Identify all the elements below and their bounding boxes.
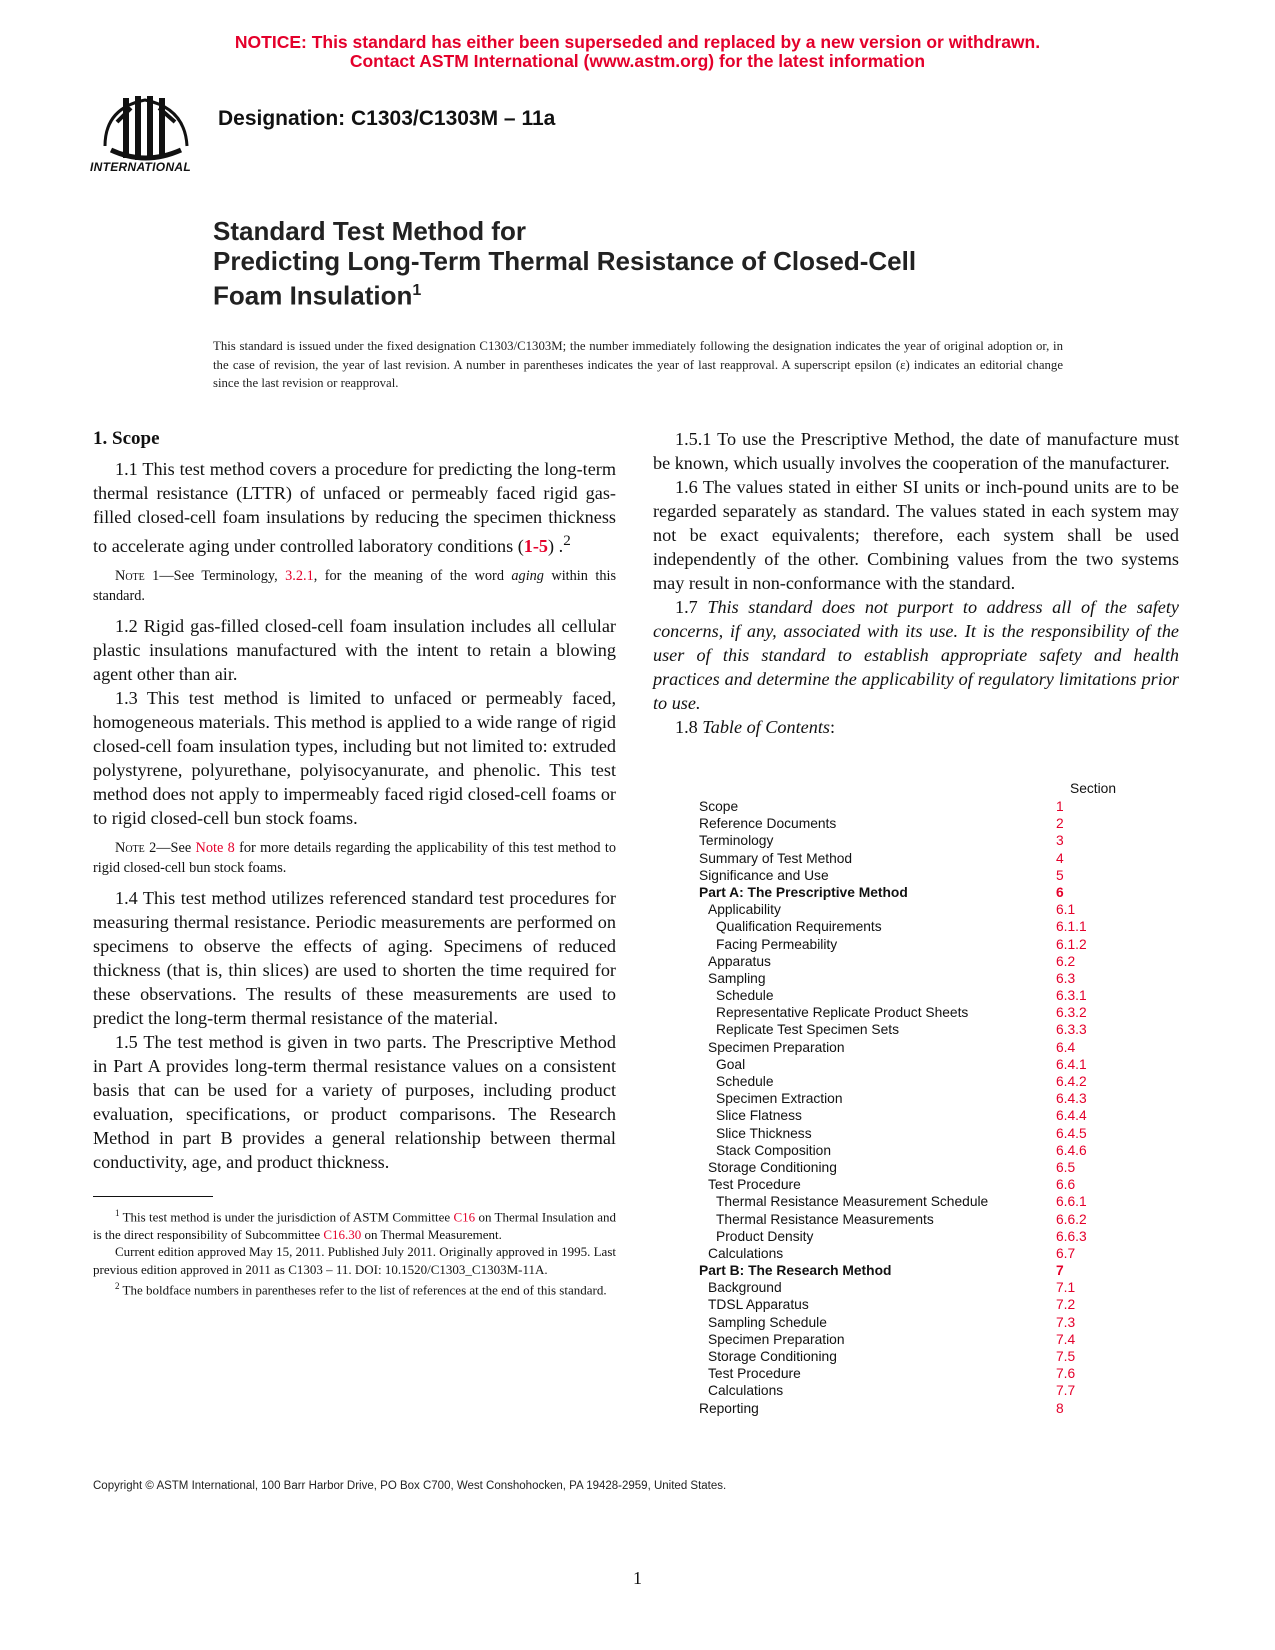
- title-line-1: Standard Test Method for: [213, 216, 526, 246]
- toc-row[interactable]: [699, 884, 1129, 901]
- toc-section-link[interactable]: 7.7: [1056, 1383, 1076, 1399]
- toc-row[interactable]: [699, 1039, 1129, 1056]
- toc-label: Facing Permeability: [716, 936, 838, 952]
- toc-row[interactable]: [699, 1176, 1129, 1193]
- footnote-1-text-a: This test method is under the jurisdiction of ASTM Committee: [119, 1209, 454, 1225]
- toc-section-link[interactable]: 6.6.1: [1056, 1194, 1087, 1210]
- toc-row[interactable]: [699, 1090, 1129, 1107]
- toc-label: Part B: The Research Method: [699, 1263, 892, 1279]
- toc-section-link[interactable]: 6: [1056, 884, 1064, 900]
- toc-row[interactable]: [699, 1125, 1129, 1142]
- note-1-word: aging: [511, 568, 544, 585]
- link-note-8[interactable]: Note 8: [195, 840, 235, 857]
- toc-row[interactable]: [699, 850, 1129, 867]
- toc-label: Storage Conditioning: [708, 1349, 837, 1364]
- toc-label: Test Procedure: [708, 1366, 801, 1382]
- toc-label: Applicability: [708, 902, 781, 918]
- footnote-1: [93, 1205, 616, 1243]
- footnote-1-text-b: on Thermal Insulation and is the direct responsibility of Subcommittee: [93, 1209, 616, 1242]
- footnote-current-edition: Current edition approved May 15, 2011. Published July 2011. Originally approved in 1995. Last previous edition approved in 2011 as C1303 – 11. DOI: 10.1520/C1303_C1303M-11A.: [93, 1244, 616, 1277]
- note-2-text-b: for more details regarding the applicability of this test method to rigid closed-cell bun stock foams.: [93, 840, 616, 877]
- toc-row[interactable]: [699, 798, 1129, 815]
- title-line-2: Predicting Long-Term Thermal Resistance of Closed-Cell: [213, 246, 917, 276]
- toc-section-link[interactable]: 6.1.1: [1056, 919, 1087, 935]
- toc-section-link[interactable]: 6.4.5: [1056, 1125, 1087, 1141]
- title-line-3: [213, 276, 916, 311]
- toc-label: Calculations: [708, 1245, 784, 1261]
- note-1-text-c: within this standard.: [93, 568, 617, 605]
- toc-label: Apparatus: [708, 953, 771, 969]
- para-1-8-number: 1.8: [675, 717, 703, 737]
- footnote-2-text: The boldface numbers in parentheses refer to the list of references at the end of this standard.: [119, 1282, 607, 1298]
- toc-section-link[interactable]: 7.6: [1056, 1366, 1076, 1382]
- toc-section-link[interactable]: 6.4.2: [1056, 1074, 1087, 1089]
- toc-section-header: Section: [1070, 781, 1117, 796]
- toc-label: Schedule: [716, 1074, 774, 1089]
- left-column: [93, 427, 616, 1299]
- toc-row[interactable]: [699, 1296, 1129, 1313]
- toc-label: Reference Documents: [699, 816, 837, 832]
- title-footnote-ref[interactable]: 1: [412, 282, 422, 299]
- toc-section-link[interactable]: 6.3.2: [1056, 1005, 1087, 1021]
- toc-label: Thermal Resistance Measurement Schedule: [716, 1194, 989, 1210]
- para-1-8: [653, 715, 1179, 739]
- toc-label: Stack Composition: [716, 1142, 832, 1158]
- para-1-4: 1.4 This test method utilizes referenced standard test procedures for measuring thermal resistance. Periodic measurements are performed on specimens to observe the effects of aging. Specimens of reduced thickness (that is, thin slices) are used to shorten the time required for these observations. The results of these measurements are used to predict the long-term thermal resistance of the material.: [93, 888, 616, 1029]
- astm-logo: [90, 88, 197, 188]
- para-1-8-end: :: [829, 717, 836, 737]
- toc-row[interactable]: [699, 901, 1129, 918]
- toc-section-link[interactable]: 6.3: [1056, 970, 1076, 986]
- toc-section-link[interactable]: 7: [1056, 1263, 1064, 1279]
- toc-section-link[interactable]: 8: [1056, 1400, 1064, 1416]
- toc-section-link[interactable]: 7.2: [1056, 1297, 1076, 1313]
- toc-label: Reporting: [699, 1400, 759, 1416]
- toc-section-link[interactable]: 6.4.6: [1056, 1142, 1087, 1158]
- toc-section-link[interactable]: 7.5: [1056, 1349, 1076, 1364]
- toc-section-link[interactable]: 6.7: [1056, 1245, 1076, 1261]
- toc-section-link[interactable]: 6.1.2: [1056, 936, 1087, 952]
- document-title: [213, 216, 916, 311]
- toc-section-link[interactable]: 5: [1056, 867, 1064, 883]
- supersede-notice: [0, 33, 1275, 71]
- toc-row[interactable]: [699, 867, 1129, 884]
- toc-section-link[interactable]: 6.3.1: [1056, 988, 1087, 1004]
- toc-section-link[interactable]: 7.4: [1056, 1331, 1076, 1347]
- toc-label: Scope: [699, 799, 739, 814]
- toc-label: Significance and Use: [699, 867, 829, 883]
- toc-section-link[interactable]: 6.2: [1056, 953, 1076, 969]
- toc-row[interactable]: [699, 1159, 1129, 1176]
- toc-row[interactable]: [699, 1400, 1129, 1417]
- toc-label: Test Procedure: [708, 1177, 801, 1193]
- para-1-5-1: 1.5.1 To use the Prescriptive Method, the date of manufacture must be known, which usually involves the cooperation of the manufacturer.: [653, 429, 1179, 473]
- toc-label: Thermal Resistance Measurements: [716, 1211, 934, 1227]
- title-line-3-text: Foam Insulation: [213, 280, 413, 311]
- note-1-text-a: 1—See Terminology,: [144, 568, 286, 585]
- footnote-1-marker: 1: [115, 1208, 120, 1219]
- para-1-6: 1.6 The values stated in either SI units or inch-pound units are to be regarded separately as standard. The values stated in each system may not be exact equivalents; therefore, each system shall be used independently of the other. Combining values from the two systems may result in non-conformance with the standard.: [653, 477, 1179, 593]
- issue-statement: This standard is issued under the fixed designation C1303/C1303M; the number immediately following the designation indicates the year of original adoption or, in the case of revision, the year of last revision. A number in parentheses indicates the year of last reapproval. A superscript epsilon (ε) indicates an editorial change since the last revision or reapproval.: [213, 339, 1063, 390]
- toc-section-link[interactable]: 6.6.2: [1056, 1211, 1087, 1227]
- toc-label: Schedule: [716, 988, 774, 1004]
- para-1-7-number: 1.7: [675, 597, 708, 617]
- toc-row[interactable]: [699, 1056, 1129, 1073]
- toc-label: Specimen Extraction: [716, 1091, 843, 1107]
- designation: Designation: C1303/C1303M – 11a: [218, 107, 556, 130]
- toc-label: Representative Replicate Product Sheets: [716, 1005, 969, 1021]
- toc-label: Slice Thickness: [716, 1125, 812, 1141]
- note-1-text-b: , for the meaning of the word: [313, 568, 512, 585]
- toc-label: Qualification Requirements: [716, 919, 882, 935]
- toc-label: Calculations: [708, 1383, 784, 1399]
- right-column: [653, 427, 1179, 739]
- toc-row[interactable]: [699, 936, 1129, 953]
- toc-row[interactable]: [699, 1365, 1129, 1382]
- toc-row[interactable]: [699, 1279, 1129, 1296]
- toc-row[interactable]: [699, 1245, 1129, 1262]
- para-1-5: 1.5 The test method is given in two parts. The Prescriptive Method in Part A provides long-term thermal resistance values on a consistent basis that can be used for a variety of purposes, including product evaluation, specifications, or product comparisons. The Research Method in part B provides a general relationship between thermal conductivity, age, and product thickness.: [93, 1032, 616, 1173]
- copyright-line: Copyright © ASTM International, 100 Barr Harbor Drive, PO Box C700, West Conshohocken, PA 19428-2959, United States.: [93, 1480, 727, 1492]
- note-2-text-a: 2—See: [144, 840, 196, 857]
- note-2-label: Note: [115, 840, 145, 857]
- note-1-label: Note: [115, 568, 145, 585]
- toc-label: Storage Conditioning: [708, 1159, 837, 1175]
- toc-label: Terminology: [699, 833, 774, 849]
- toc-section-link[interactable]: 6.4: [1056, 1039, 1076, 1055]
- toc-label: Sampling Schedule: [708, 1314, 827, 1330]
- toc-row[interactable]: [699, 1107, 1129, 1124]
- toc-label: Specimen Preparation: [708, 1039, 845, 1055]
- logo-international-text: INTERNATIONAL: [90, 160, 192, 174]
- toc-label: Specimen Preparation: [708, 1331, 845, 1347]
- toc-row[interactable]: [699, 815, 1129, 832]
- para-1-3: 1.3 This test method is limited to unfaced or permeably faced, homogeneous materials. This method is applied to a wide range of rigid closed-cell foam insulation types, including but not limited to: extruded polystyrene, polyurethane, polyisocyanurate, and phenolic. This test method does not apply to impermeably faced rigid closed-cell foams or to rigid closed-cell bun stock foams.: [93, 688, 616, 829]
- toc-label: Product Density: [716, 1228, 814, 1244]
- footnote-ref-2[interactable]: 2: [563, 532, 571, 549]
- reference-link-1-5[interactable]: 1-5: [523, 536, 549, 557]
- para-1-1: [93, 457, 616, 558]
- toc-section-link[interactable]: 6.3.3: [1056, 1022, 1087, 1038]
- toc-label: Slice Flatness: [716, 1108, 802, 1124]
- toc-section-link[interactable]: 7.1: [1056, 1280, 1076, 1296]
- para-1-1-text: 1.1 This test method covers a procedure for predicting the long-term thermal resistance (LTTR) of unfaced or permeably faced rigid gas-filled closed-cell foam insulations by reducing the specimen thickness to accelerate aging under controlled laboratory conditions (: [93, 459, 616, 557]
- toc-row[interactable]: [699, 1193, 1129, 1210]
- toc-section-link[interactable]: 6.4.1: [1056, 1056, 1087, 1072]
- toc-section-link[interactable]: 6.5: [1056, 1159, 1076, 1175]
- toc-row[interactable]: [699, 1021, 1129, 1038]
- link-3-2-1[interactable]: 3.2.1: [285, 568, 314, 585]
- para-1-7-text: This standard does not purport to address all of the safety concerns, if any, associated with its use. It is the responsibility of the user of this standard to establish appropriate safety and health practices and determine the applicability of regulatory limitations prior to use.: [653, 597, 1179, 713]
- toc-section-link[interactable]: 3: [1056, 833, 1064, 849]
- toc-row[interactable]: [699, 953, 1129, 970]
- toc-section-link[interactable]: 6.1: [1056, 902, 1076, 918]
- notice-line-2: Contact ASTM International (www.astm.org) for the latest information: [349, 51, 926, 71]
- toc-row[interactable]: [699, 1142, 1129, 1159]
- footnote-divider: [93, 1196, 213, 1197]
- notice-line-1: NOTICE: This standard has either been superseded and replaced by a new version or withdrawn.: [234, 32, 1041, 52]
- para-1-2: 1.2 Rigid gas-filled closed-cell foam insulation includes all cellular plastic insulations manufactured with the intent to retain a blowing agent other than air.: [93, 616, 616, 685]
- toc-row[interactable]: [699, 1331, 1129, 1348]
- toc-row[interactable]: [699, 1211, 1129, 1228]
- para-1-8-text: Table of Contents: [702, 717, 830, 737]
- toc-section-link[interactable]: 4: [1056, 850, 1064, 866]
- footnote-1-text-c: on Thermal Measurement.: [361, 1226, 502, 1242]
- toc-row[interactable]: [699, 970, 1129, 987]
- section-heading-scope: 1. Scope: [93, 428, 160, 449]
- footnote-2: [93, 1278, 616, 1299]
- toc-section-link[interactable]: 7.3: [1056, 1314, 1076, 1330]
- toc-row[interactable]: [699, 1262, 1129, 1279]
- toc-row[interactable]: [699, 1073, 1129, 1090]
- toc-section-link[interactable]: 2: [1056, 816, 1064, 832]
- toc-row[interactable]: [699, 1314, 1129, 1331]
- toc-row[interactable]: [699, 1348, 1129, 1365]
- toc-section-link[interactable]: 6.4.3: [1056, 1091, 1087, 1107]
- toc-row[interactable]: [699, 832, 1129, 849]
- note-2: [93, 838, 616, 878]
- toc-section-link[interactable]: 6.4.4: [1056, 1108, 1087, 1124]
- toc-label: TDSL Apparatus: [708, 1297, 809, 1313]
- toc-section-link[interactable]: 6.6: [1056, 1177, 1076, 1193]
- link-c16-30[interactable]: C16.30: [323, 1226, 362, 1242]
- toc-label: Goal: [716, 1056, 746, 1072]
- toc-row[interactable]: [699, 1382, 1129, 1399]
- toc-row[interactable]: [699, 918, 1129, 935]
- toc-label: Sampling: [708, 970, 766, 986]
- table-of-contents: [699, 798, 1129, 1417]
- toc-row[interactable]: [699, 1004, 1129, 1021]
- note-1: [93, 566, 616, 606]
- toc-section-link[interactable]: 6.6.3: [1056, 1228, 1087, 1244]
- toc-row[interactable]: [699, 987, 1129, 1004]
- para-1-7: [653, 595, 1179, 715]
- toc-label: Background: [708, 1280, 782, 1296]
- toc-row[interactable]: [699, 1228, 1129, 1245]
- footnote-2-marker: 2: [115, 1281, 120, 1292]
- para-1-1-end: ) .: [548, 536, 564, 557]
- page-number: 1: [633, 1568, 642, 1588]
- toc-label: Part A: The Prescriptive Method: [699, 884, 908, 900]
- link-c16[interactable]: C16: [453, 1209, 476, 1225]
- toc-label: Summary of Test Method: [699, 850, 853, 866]
- toc-label: Replicate Test Specimen Sets: [716, 1022, 900, 1038]
- toc-section-link[interactable]: 1: [1056, 799, 1064, 814]
